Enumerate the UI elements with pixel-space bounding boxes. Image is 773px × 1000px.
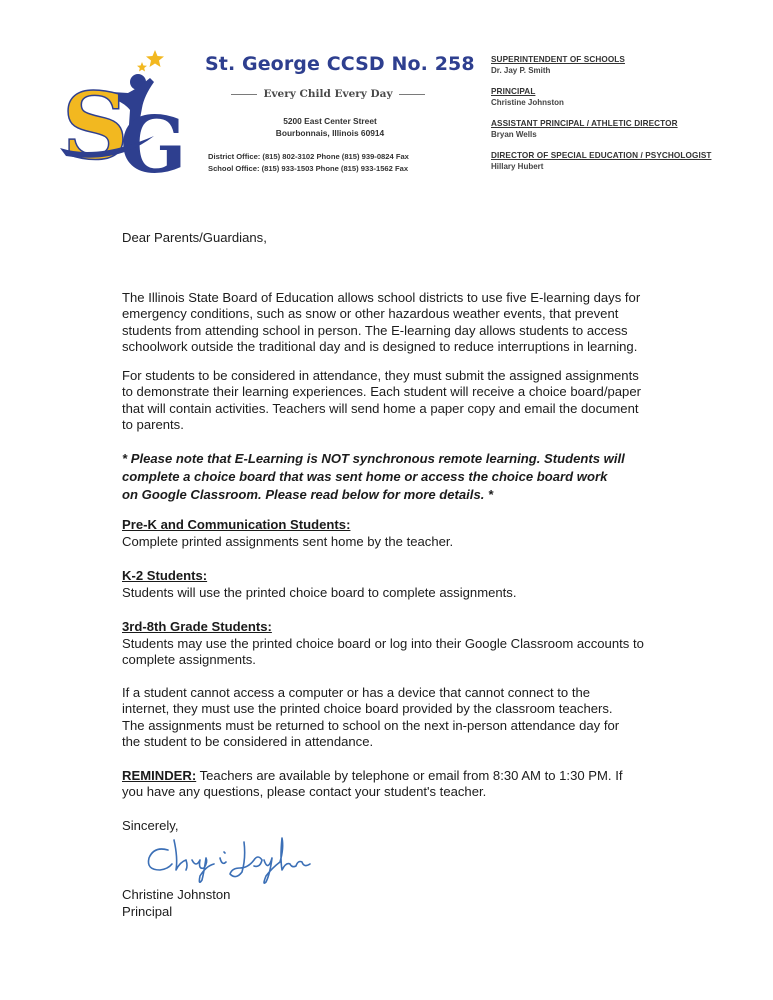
text-line: * Please note that E-Learning is NOT synchronous remote learning. Students will [122,451,625,466]
staff-name-superintendent: Dr. Jay P. Smith [491,66,551,75]
svg-text:S: S [62,72,129,180]
staff-title-superintendent: SUPERINTENDENT OF SCHOOLS [491,55,625,64]
staff-name-principal: Christine Johnston [491,98,564,107]
text-line: The Illinois State Board of Education allows school districts to use five E-learning days for [122,290,641,305]
heading-k2: K-2 Students: [122,568,208,583]
reminder-line [122,768,682,784]
motto-divider-right [399,94,425,95]
signer-title: Principal [122,904,173,919]
text-line: to demonstrate their learning experiences. Each student will receive a choice board/paper [122,384,641,400]
reminder-label: REMINDER: [122,768,197,783]
svg-text:G: G [120,100,187,180]
text-line: complete assignments. [122,652,256,668]
logo-star-small [137,62,147,72]
text-line: the student to be considered in attendance. [122,734,374,750]
motto-row [228,86,428,102]
staff-title-special-education: DIRECTOR OF SPECIAL EDUCATION / PSYCHOLOGIST [491,151,712,160]
heading-3rd-8th: 3rd-8th Grade Students: [122,619,272,634]
paragraph-attendance [122,368,682,434]
school-office-phone: School Office: (815) 933-1503 Phone (815) 933-1562 Fax [208,164,409,173]
text-line: complete a choice board that was sent home or access the choice board work [122,469,608,484]
heading-prek: Pre-K and Communication Students: [122,517,351,532]
text-line: The assignments must be returned to school on the next in-person attendance day for [122,717,620,733]
text-line: students from attending school in person. The E-learning day allows students to access [122,322,628,338]
text-line: emergency conditions, such as snow or other hazardous weather events, that prevent [122,306,619,322]
section-k2-text [122,585,682,601]
text-line: internet, they must use the printed choice board provided by the classroom teachers. [122,701,613,717]
address-street: 5200 East Center Street [283,116,377,126]
reminder [122,768,682,801]
address-city: Bourbonnais, Illinois 60914 [275,128,385,138]
logo-star [146,50,164,67]
section-prek-text [122,534,682,550]
staff-name-assistant-principal: Bryan Wells [491,130,537,139]
staff-name-special-education: Hillary Hubert [491,162,544,171]
salutation: Dear Parents/Guardians, [122,230,267,245]
paragraph-elearning-days [122,290,682,356]
district-office-phone: District Office: (815) 802-3102 Phone (815) 939-0824 Fax [208,152,409,161]
text-line: schoolwork outside the traditional day and is designed to reduce interruptions in learning. [122,339,638,355]
staff-title-principal: PRINCIPAL [491,87,536,96]
text-line: that will contain activities. Teachers will send home a paper copy and email the document [122,400,639,416]
section-3rd-8th-text [122,636,682,669]
text-line: you have any questions, please contact your student's teacher. [122,784,487,800]
text-line: Students will use the printed choice board to complete assignments. [122,585,517,600]
staff-title-assistant-principal: ASSISTANT PRINCIPAL / ATHLETIC DIRECTOR [491,119,678,128]
text-line: to parents. [122,417,184,433]
reminder-text: Teachers are available by telephone or email from 8:30 AM to 1:30 PM. If [196,768,623,783]
signature [140,828,315,888]
motto: Every Child Every Day [263,88,393,100]
text-line: Complete printed assignments sent home by the teacher. [122,534,454,549]
district-name: St. George CCSD No. 258 [205,53,475,75]
motto-divider-left [231,94,257,95]
paragraph-no-computer [122,685,682,751]
text-line: For students to be considered in attendance, they must submit the assigned assignments [122,368,639,383]
text-line: on Google Classroom. Please read below for more details. * [122,487,494,502]
text-line: Students may use the printed choice board or log into their Google Classroom accounts to [122,636,644,651]
signer-name: Christine Johnston [122,887,231,902]
district-logo [58,48,198,180]
text-line: If a student cannot access a computer or has a device that cannot connect to the [122,685,591,700]
note-not-synchronous [122,450,682,504]
closing: Sincerely, [122,818,179,833]
